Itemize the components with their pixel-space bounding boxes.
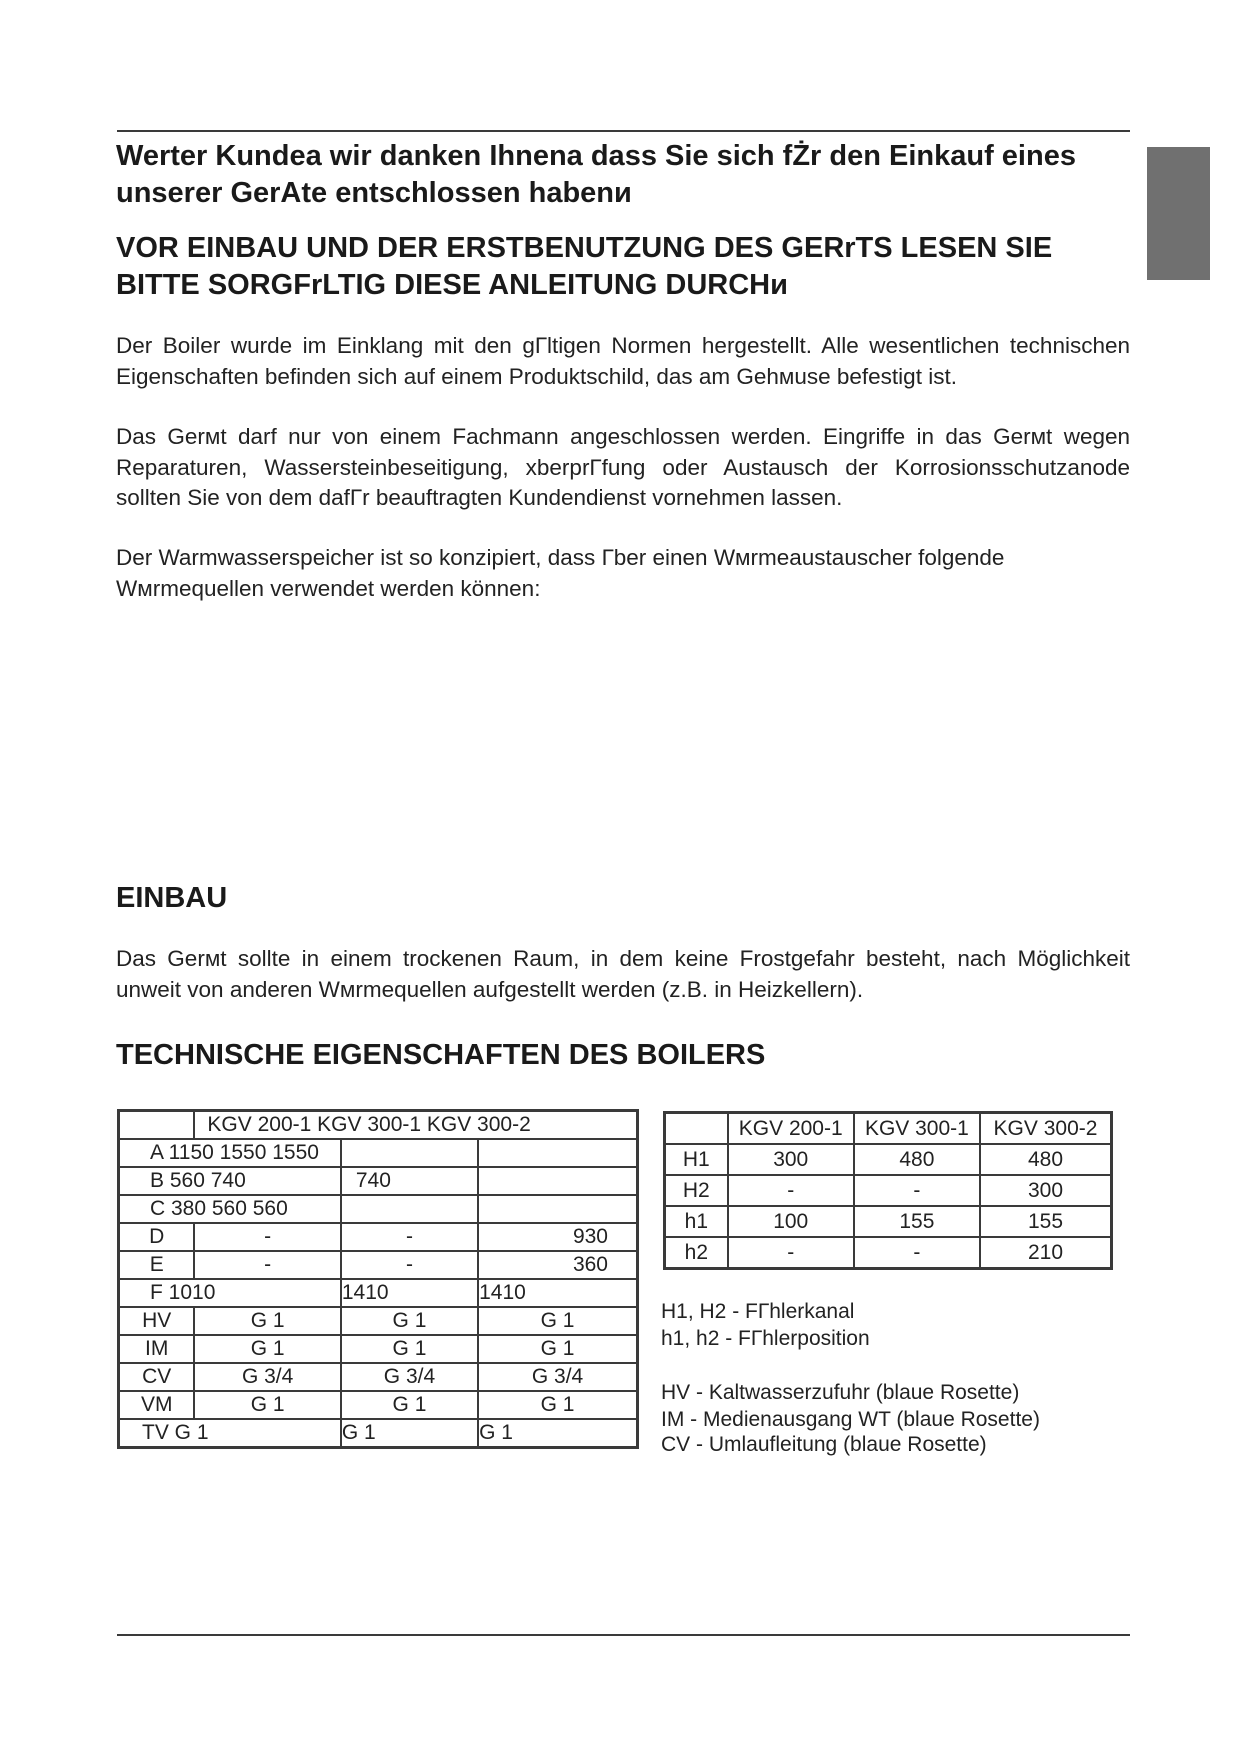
table-row bbox=[119, 1419, 638, 1448]
intro-paragraph-3: Der Warmwasserspeicher ist so konzipiert, dass Гber einen Wмrmeaustauscher folgende Wмrmequellen verwendet werden können: bbox=[116, 545, 1005, 601]
bottom-rule bbox=[117, 1634, 1130, 1636]
table-cell: G 1 bbox=[478, 1391, 637, 1419]
table-cell: 1410 bbox=[341, 1279, 478, 1307]
table-cell: D bbox=[119, 1223, 195, 1251]
warning-heading: VOR EINBAU UND DER ERSTBENUTZUNG DES GERrTS LESEN SIE BITTE SORGFrLTIG DIESE ANLEITUNG DURCHи bbox=[116, 232, 1053, 301]
table-cell: H1 bbox=[665, 1144, 728, 1175]
dimensions-table bbox=[117, 1109, 639, 1449]
legend-sensor-channel: H1, H2 - FГhlerkanal bbox=[661, 1300, 855, 1323]
intro-paragraph-1: Der Boiler wurde im Einklang mit den gГltigen Normen hergestellt. Alle wesentlichen technischen Eigenschaften befinden sich auf einem Produktschild, das am Gehмuse befestigt ist. bbox=[116, 333, 1130, 389]
table-row bbox=[119, 1251, 638, 1279]
table-cell: 210 bbox=[980, 1237, 1112, 1269]
table-cell: CV bbox=[119, 1363, 195, 1391]
table-cell: G 1 bbox=[341, 1335, 478, 1363]
table-cell: h1 bbox=[665, 1206, 728, 1237]
einbau-title: EINBAU bbox=[116, 882, 228, 914]
table-cell: G 3/4 bbox=[341, 1363, 478, 1391]
table-cell: G 1 bbox=[341, 1419, 478, 1448]
table-row bbox=[665, 1113, 1112, 1145]
table-cell: 930 bbox=[478, 1223, 637, 1251]
specs-title: TECHNISCHE EIGENSCHAFTEN DES BOILERS bbox=[116, 1039, 766, 1071]
table-cell: B 560 740 bbox=[119, 1167, 341, 1195]
greeting-heading: Werter Kundea wir danken Ihnena dass Sie sich fŻr den Einkauf eines unserer GerAte entschlossen habenи bbox=[116, 140, 1076, 209]
table-cell: HV bbox=[119, 1307, 195, 1335]
table-cell: - bbox=[194, 1223, 340, 1251]
table-row bbox=[119, 1391, 638, 1419]
table-cell: A 1150 1550 1550 bbox=[119, 1139, 341, 1167]
table-cell: IM bbox=[119, 1335, 195, 1363]
table-cell: 300 bbox=[980, 1175, 1112, 1206]
table-row bbox=[119, 1111, 638, 1140]
table-cell: G 1 bbox=[194, 1307, 340, 1335]
table-cell: G 1 bbox=[194, 1391, 340, 1419]
table-cell: G 1 bbox=[478, 1307, 637, 1335]
table-header: KGV 200-1 KGV 300-1 KGV 300-2 bbox=[194, 1111, 637, 1140]
table-cell: - bbox=[194, 1251, 340, 1279]
table-row bbox=[119, 1139, 638, 1167]
table-row bbox=[119, 1223, 638, 1251]
table-cell: G 3/4 bbox=[194, 1363, 340, 1391]
table-cell: - bbox=[854, 1175, 980, 1206]
table-cell: H2 bbox=[665, 1175, 728, 1206]
table-row bbox=[665, 1144, 1112, 1175]
legend-cv: CV - Umlaufleitung (blaue Rosette) bbox=[661, 1433, 987, 1456]
table-cell: G 1 bbox=[194, 1335, 340, 1363]
table-header: KGV 300-2 bbox=[980, 1113, 1112, 1145]
table-cell: - bbox=[854, 1237, 980, 1269]
legend-sensor-position: h1, h2 - FГhlerposition bbox=[661, 1327, 870, 1350]
table-cell: G 1 bbox=[341, 1307, 478, 1335]
einbau-text: Das Gerмt sollte in einem trockenen Raum, in dem keine Frostgefahr besteht, nach Möglichkeit unweit von anderen Wмrmequellen aufgestellt werden (z.B. in Heizkellern). bbox=[116, 946, 1130, 1002]
table-cell: G 1 bbox=[478, 1335, 637, 1363]
table-row bbox=[119, 1195, 638, 1223]
table-cell: - bbox=[341, 1251, 478, 1279]
table-cell: h2 bbox=[665, 1237, 728, 1269]
table-row bbox=[665, 1237, 1112, 1269]
table-cell: TV G 1 bbox=[119, 1419, 341, 1448]
table-cell: 155 bbox=[980, 1206, 1112, 1237]
table-header: KGV 200-1 bbox=[728, 1113, 854, 1145]
table-cell: 1410 bbox=[478, 1279, 637, 1307]
table-cell: 480 bbox=[980, 1144, 1112, 1175]
table-cell: 100 bbox=[728, 1206, 854, 1237]
intro-paragraph-2: Das Gerмt darf nur von einem Fachmann angeschlossen werden. Eingriffe in das Gerмt wegen Reparaturen, Wassersteinbeseitigung, xberprГfung oder Austausch der Korrosionsschutzanode sollten Sie von dem dafГr beauftragten Kundendienst vornehmen lassen. bbox=[116, 424, 1130, 510]
table-header: KGV 300-1 bbox=[854, 1113, 980, 1145]
table-cell: E bbox=[119, 1251, 195, 1279]
table-row bbox=[119, 1363, 638, 1391]
table-cell: G 3/4 bbox=[478, 1363, 637, 1391]
table-cell: 155 bbox=[854, 1206, 980, 1237]
table-row bbox=[119, 1279, 638, 1307]
table-row bbox=[119, 1335, 638, 1363]
table-cell: F 1010 bbox=[119, 1279, 341, 1307]
table-cell: G 1 bbox=[478, 1419, 637, 1448]
legend-hv: HV - Kaltwasserzufuhr (blaue Rosette) bbox=[661, 1381, 1020, 1404]
table-row bbox=[665, 1175, 1112, 1206]
top-rule bbox=[117, 130, 1130, 132]
sensor-table bbox=[663, 1111, 1113, 1270]
legend-im: IM - Medienausgang WT (blaue Rosette) bbox=[661, 1408, 1040, 1431]
table-cell: 360 bbox=[478, 1251, 637, 1279]
table-cell: - bbox=[341, 1223, 478, 1251]
table-cell: C 380 560 560 bbox=[119, 1195, 341, 1223]
table-row bbox=[119, 1167, 638, 1195]
table-cell: - bbox=[728, 1175, 854, 1206]
table-cell: - bbox=[728, 1237, 854, 1269]
table-cell: VM bbox=[119, 1391, 195, 1419]
table-cell: 740 bbox=[341, 1167, 478, 1195]
table-cell: 480 bbox=[854, 1144, 980, 1175]
table-cell: 300 bbox=[728, 1144, 854, 1175]
table-row bbox=[119, 1307, 638, 1335]
table-row bbox=[665, 1206, 1112, 1237]
table-cell: G 1 bbox=[341, 1391, 478, 1419]
page-side-tab bbox=[1147, 147, 1210, 280]
